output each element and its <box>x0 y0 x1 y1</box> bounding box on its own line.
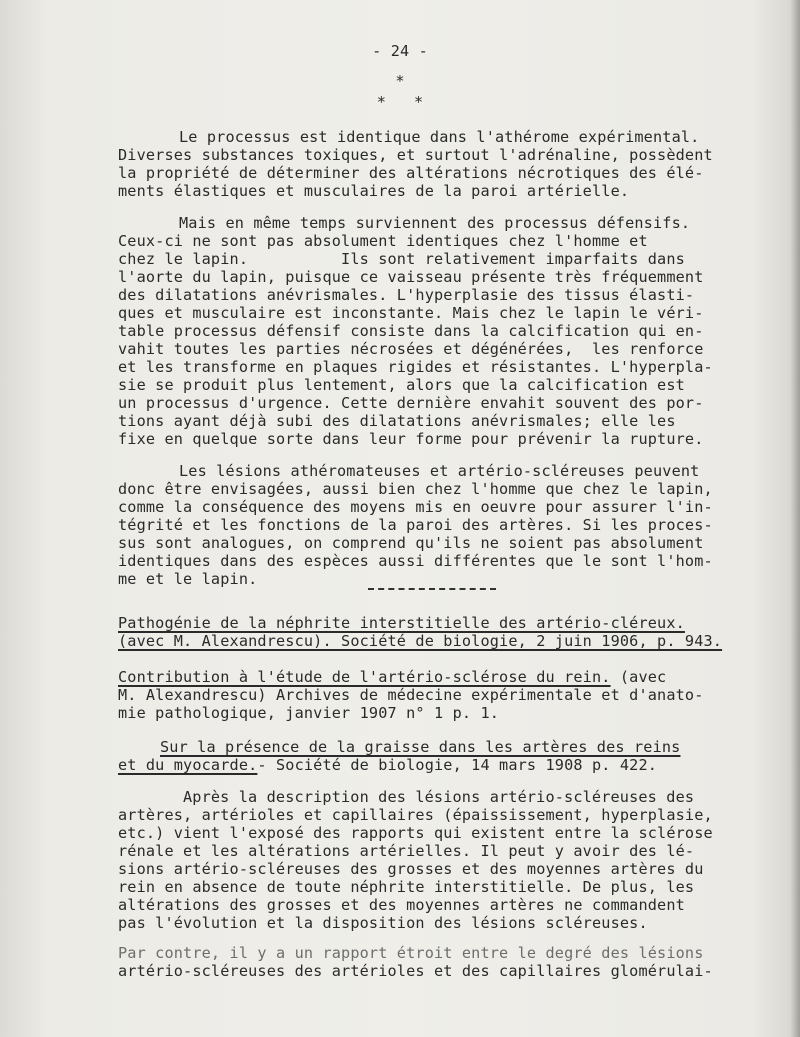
reference-title: Sur la présence de la graisse dans les artères des reins <box>160 738 681 756</box>
text-line: Mais en même temps surviennent des processus défensifs. <box>179 214 691 232</box>
text-line: artères, artérioles et capillaires (épaississement, hyperplasie, <box>118 806 713 824</box>
text-line: Diverses substances toxiques, et surtout l'adrénaline, possèdent <box>118 146 713 164</box>
text-line: tégrité et les fonctions de la paroi des artères. Si les proces- <box>118 516 713 534</box>
reference-details: - Société de biologie, 14 mars 1908 p. 422. <box>257 756 658 774</box>
text-line: me et le lapin. <box>118 570 258 588</box>
text-line: sus sont analogues, on comprend qu'ils ne soient pas absolument <box>118 534 704 552</box>
asterism-top: * <box>395 72 405 90</box>
reference-title: et du myocarde. <box>118 756 258 774</box>
reference-details: mie pathologique, janvier 1907 n° 1 p. 1. <box>118 704 500 722</box>
text-line: Par contre, il y a un rapport étroit entre le degré des lésions <box>118 944 704 962</box>
text-line: vahit toutes les parties nécrosées et dégénérées, les renforce <box>118 340 704 358</box>
text-line: ments élastiques et musculaires de la paroi artérielle. <box>118 182 630 200</box>
text-line: Le processus est identique dans l'athérome expérimental. <box>179 128 700 146</box>
text-line: sie se produit plus lentement, alors que la calcification est <box>118 376 685 394</box>
asterism-bottom: * * <box>376 93 424 111</box>
page-number: - 24 - <box>372 42 428 60</box>
reference-line <box>118 668 666 686</box>
reference-details: M. Alexandrescu) Archives de médecine expérimentale et d'anato- <box>118 686 704 704</box>
text-line: un processus d'urgence. Cette dernière envahit souvent des por- <box>118 394 704 412</box>
text-line: des dilatations anévrismales. L'hyperplasie des tissus élasti- <box>118 286 695 304</box>
text-line: artério-scléreuses des artérioles et des capillaires glomérulai- <box>118 962 713 980</box>
text-line: tions ayant déjà subi des dilatations anévrismales; elle les <box>118 412 676 430</box>
text-line: rein en absence de toute néphrite interstitielle. De plus, les <box>118 878 695 896</box>
text-line: sions artério-scléreuses des grosses et des moyennes artères du <box>118 860 704 878</box>
text-line: Après la description des lésions artério-scléreuses des <box>183 788 695 806</box>
text-line: fixe en quelque sorte dans leur forme pour prévenir la rupture. <box>118 430 704 448</box>
text-line: identiques dans des espèces aussi différentes que le sont l'hom- <box>118 552 713 570</box>
reference-title: Pathogénie de la néphrite interstitielle des artério-cléreux. <box>118 614 685 632</box>
reference-details: (avec M. Alexandrescu). Société de biologie, 2 juin 1906, p. 943. <box>118 632 723 650</box>
text-line: table processus défensif consiste dans la calcification qui en- <box>118 322 704 340</box>
text-line: et les transforme en plaques rigides et résistantes. L'hyperpla- <box>118 358 713 376</box>
text-line: la propriété de déterminer des altérations nécrotiques des élé- <box>118 164 704 182</box>
text-line: etc.) vient l'exposé des rapports qui existent entre la sclérose <box>118 824 713 842</box>
reference-line <box>118 756 657 774</box>
reference-details: (avec <box>610 668 667 686</box>
text-line: l'aorte du lapin, puisque ce vaisseau présente très fréquemment <box>118 268 704 286</box>
page-edge-shadow <box>790 0 800 1037</box>
text-line: donc être envisagées, aussi bien chez l'homme que chez le lapin, <box>118 480 713 498</box>
section-divider <box>368 588 496 590</box>
text-line: altérations des grosses et des moyennes artères ne commandent <box>118 896 685 914</box>
text-line: ques et musculaire est inconstante. Mais chez le lapin le véri- <box>118 304 704 322</box>
text-line: rénale et les altérations artérielles. Il peut y avoir des lé- <box>118 842 695 860</box>
text-line: Ceux-ci ne sont pas absolument identiques chez l'homme et <box>118 232 648 250</box>
text-line: Les lésions athéromateuses et artério-scléreuses peuvent <box>179 462 700 480</box>
reference-title: Contribution à l'étude de l'artério-sclérose du rein. <box>118 668 611 686</box>
text-line: chez le lapin. Ils sont relativement imparfaits dans <box>118 250 685 268</box>
text-line: pas l'évolution et la disposition des lésions scléreuses. <box>118 914 648 932</box>
text-line: comme la conséquence des moyens mis en oeuvre pour assurer l'in- <box>118 498 713 516</box>
